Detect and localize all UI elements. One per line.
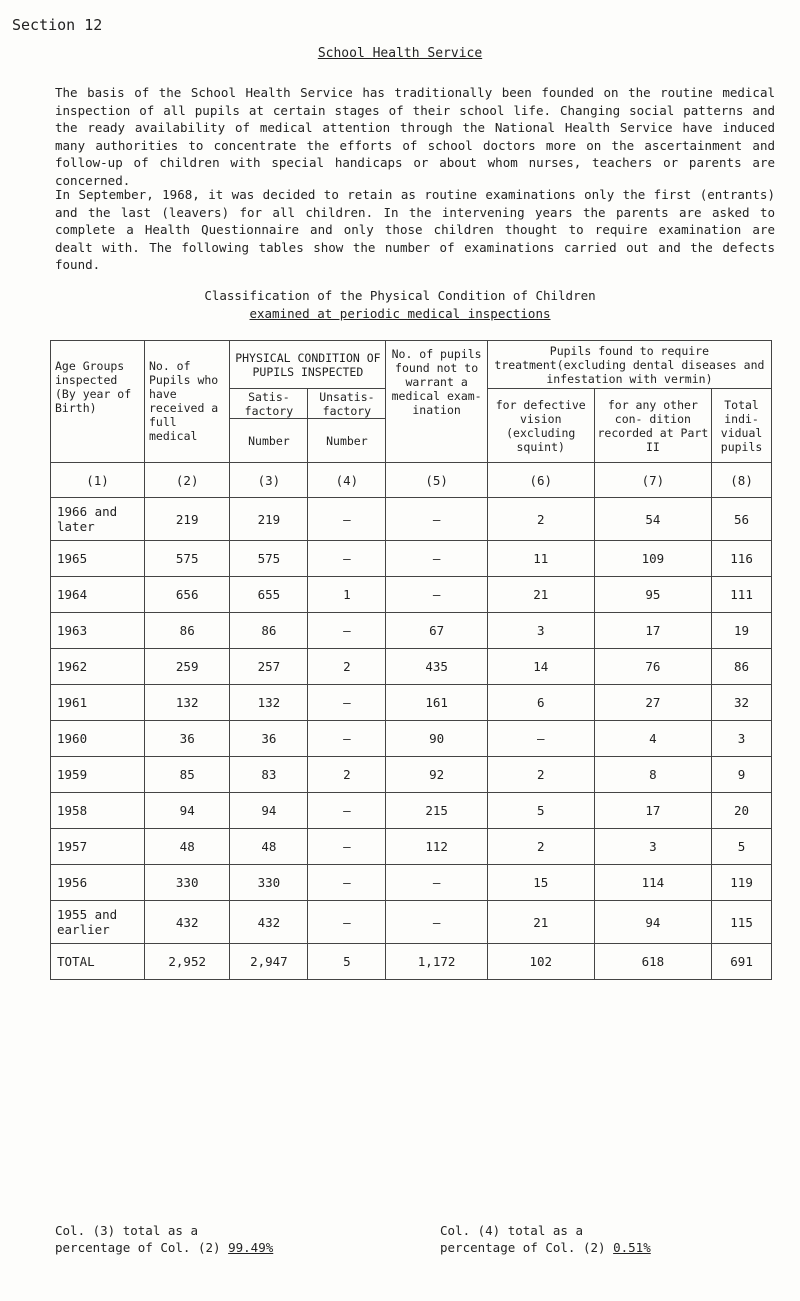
table-row: [51, 757, 772, 793]
column-number: (3): [230, 463, 308, 498]
table-cell: 21: [487, 901, 594, 944]
table-cell: –: [308, 685, 386, 721]
table-cell: 1: [308, 577, 386, 613]
table-cell: 691: [712, 944, 772, 980]
table-cell: 102: [487, 944, 594, 980]
header-other-condition: for any other con- dition recorded at Part II: [594, 389, 711, 463]
table-cell: 2,947: [230, 944, 308, 980]
table-cell: 90: [386, 721, 487, 757]
table-row: [51, 577, 772, 613]
table-cell: 56: [712, 498, 772, 541]
table-cell: 27: [594, 685, 711, 721]
table-cell: 575: [230, 541, 308, 577]
footer-right-line1: Col. (4) total as a: [440, 1223, 583, 1238]
table-cell: –: [308, 901, 386, 944]
table-cell: 17: [594, 613, 711, 649]
footer-col3-percentage: [55, 1222, 273, 1256]
table-cell: 3: [594, 829, 711, 865]
table-cell: 119: [712, 865, 772, 901]
column-number: (7): [594, 463, 711, 498]
header-satisfactory: Satis- factory: [230, 389, 308, 419]
table-cell: –: [308, 721, 386, 757]
table-cell: 112: [386, 829, 487, 865]
table-cell: 86: [712, 649, 772, 685]
table-cell: 161: [386, 685, 487, 721]
table-cell: 5: [712, 829, 772, 865]
footer-left-percentage: 99.49%: [228, 1240, 274, 1255]
row-label: 1960: [51, 721, 145, 757]
table-header: [51, 341, 772, 463]
column-number: (8): [712, 463, 772, 498]
table-cell: 432: [230, 901, 308, 944]
row-label: 1955 and earlier: [51, 901, 145, 944]
table-row: [51, 613, 772, 649]
footer-left-line1: Col. (3) total as a: [55, 1223, 198, 1238]
table-cell: 132: [230, 685, 308, 721]
table-cell: 330: [144, 865, 229, 901]
table-cell: –: [308, 793, 386, 829]
footer-left-line2: percentage of Col. (2): [55, 1240, 221, 1255]
table-body: [51, 463, 772, 980]
table-cell: 132: [144, 685, 229, 721]
table-cell: 86: [230, 613, 308, 649]
table-cell: 94: [594, 901, 711, 944]
table-cell: 19: [712, 613, 772, 649]
table-cell: 76: [594, 649, 711, 685]
header-unsatisfactory: Unsatis- factory: [308, 389, 386, 419]
row-label: 1957: [51, 829, 145, 865]
table-cell: 432: [144, 901, 229, 944]
table-cell: –: [386, 577, 487, 613]
table-cell: 83: [230, 757, 308, 793]
table-cell: 32: [712, 685, 772, 721]
table-cell: –: [386, 541, 487, 577]
table-cell: 85: [144, 757, 229, 793]
table-cell: 2: [487, 757, 594, 793]
row-label: 1959: [51, 757, 145, 793]
table-cell: 655: [230, 577, 308, 613]
row-label: 1961: [51, 685, 145, 721]
table-row: [51, 498, 772, 541]
physical-condition-table: [50, 340, 772, 980]
table-cell: 215: [386, 793, 487, 829]
column-number: (5): [386, 463, 487, 498]
table-cell: 9: [712, 757, 772, 793]
table-cell: 11: [487, 541, 594, 577]
table-cell: –: [308, 865, 386, 901]
table-caption-line1: Classification of the Physical Condition of Children: [204, 288, 596, 303]
table-cell: 2: [487, 829, 594, 865]
table-cell: 14: [487, 649, 594, 685]
row-label: 1958: [51, 793, 145, 829]
table-cell: –: [386, 865, 487, 901]
header-number-satisfactory: Number: [230, 419, 308, 463]
row-label: 1965: [51, 541, 145, 577]
column-number: (4): [308, 463, 386, 498]
table-cell: –: [308, 541, 386, 577]
table-row: [51, 721, 772, 757]
table-cell: 257: [230, 649, 308, 685]
table-cell: 86: [144, 613, 229, 649]
row-label: 1963: [51, 613, 145, 649]
column-number: (2): [144, 463, 229, 498]
table-cell: 6: [487, 685, 594, 721]
table-cell: 5: [487, 793, 594, 829]
table-cell: 67: [386, 613, 487, 649]
table-cell: 92: [386, 757, 487, 793]
table-row: [51, 865, 772, 901]
table-cell: –: [308, 498, 386, 541]
page-title: School Health Service: [317, 46, 483, 61]
column-number: (6): [487, 463, 594, 498]
table-cell: –: [308, 613, 386, 649]
table-cell: 618: [594, 944, 711, 980]
table-cell: 2,952: [144, 944, 229, 980]
table-cell: 656: [144, 577, 229, 613]
table-cell: 219: [144, 498, 229, 541]
footer-right-percentage: 0.51%: [613, 1240, 651, 1255]
table-cell: 1,172: [386, 944, 487, 980]
table-cell: –: [386, 498, 487, 541]
table-cell: 2: [308, 649, 386, 685]
row-label: 1966 and later: [51, 498, 145, 541]
table-cell: 116: [712, 541, 772, 577]
header-number-unsatisfactory: Number: [308, 419, 386, 463]
table-cell: –: [386, 901, 487, 944]
table-total-row: [51, 944, 772, 980]
row-label: 1964: [51, 577, 145, 613]
table-cell: 114: [594, 865, 711, 901]
table-cell: 48: [230, 829, 308, 865]
table-cell: 219: [230, 498, 308, 541]
table-row: [51, 649, 772, 685]
table-cell: 3: [712, 721, 772, 757]
table-cell: 575: [144, 541, 229, 577]
table-cell: 259: [144, 649, 229, 685]
table-cell: 4: [594, 721, 711, 757]
header-physical-condition: PHYSICAL CONDITION OF PUPILS INSPECTED: [230, 341, 386, 389]
table-cell: 36: [230, 721, 308, 757]
table-cell: 15: [487, 865, 594, 901]
table-row: [51, 901, 772, 944]
row-label: TOTAL: [51, 944, 145, 980]
table-cell: 435: [386, 649, 487, 685]
table-row: [51, 685, 772, 721]
table-row: [51, 793, 772, 829]
table-cell: 2: [487, 498, 594, 541]
header-total-individual: Total indi- vidual pupils: [712, 389, 772, 463]
column-number: (1): [51, 463, 145, 498]
table-caption-line2: examined at periodic medical inspections: [249, 305, 551, 321]
paragraph-intro: The basis of the School Health Service has traditionally been founded on the routine medical inspection of all pupils at certain stages of their school life. Changing social patterns and the ready availability of medical attention through the National Health Service have induced many authorities to concentrate the efforts of school doctors more on the ascertainment and follow-up of children with special handicaps or about whom nurses, teachers or parents are concerned.: [55, 85, 775, 188]
header-age-groups: Age Groups inspected (By year of Birth): [51, 341, 145, 463]
table-cell: 3: [487, 613, 594, 649]
table-row: [51, 541, 772, 577]
table-cell: 5: [308, 944, 386, 980]
table-cell: 48: [144, 829, 229, 865]
table-cell: –: [487, 721, 594, 757]
table-cell: –: [308, 829, 386, 865]
footer-right-line2: percentage of Col. (2): [440, 1240, 606, 1255]
header-no-pupils: No. of Pupils who have received a full medical: [144, 341, 229, 463]
table-cell: 8: [594, 757, 711, 793]
table-cell: 20: [712, 793, 772, 829]
footer-col4-percentage: [440, 1222, 651, 1256]
paragraph-decision: In September, 1968, it was decided to retain as routine examinations only the first (entrants) and the last (leavers) for all children. In the intervening years the parents are asked to complete a Health Questionnaire and only those children thought to require examination are dealt with. The following tables show the number of examinations carried out and the defects found.: [55, 187, 775, 272]
table-cell: 2: [308, 757, 386, 793]
row-label: 1956: [51, 865, 145, 901]
section-heading: Section 12: [12, 16, 103, 34]
table-cell: 17: [594, 793, 711, 829]
header-pupils-treatment: Pupils found to require treatment(excluding dental diseases and infestation with vermin): [487, 341, 771, 389]
table-cell: 95: [594, 577, 711, 613]
table-cell: 21: [487, 577, 594, 613]
table-row: [51, 829, 772, 865]
table-cell: 109: [594, 541, 711, 577]
table-caption: [0, 287, 800, 322]
table-cell: 36: [144, 721, 229, 757]
table-cell: 111: [712, 577, 772, 613]
column-number-row: [51, 463, 772, 498]
table-cell: 330: [230, 865, 308, 901]
table-cell: 94: [144, 793, 229, 829]
header-no-found: No. of pupils found not to warrant a medical exam- ination: [386, 341, 487, 463]
header-defective-vision: for defective vision (excluding squint): [487, 389, 594, 463]
table-cell: 54: [594, 498, 711, 541]
table-cell: 115: [712, 901, 772, 944]
table-cell: 94: [230, 793, 308, 829]
row-label: 1962: [51, 649, 145, 685]
